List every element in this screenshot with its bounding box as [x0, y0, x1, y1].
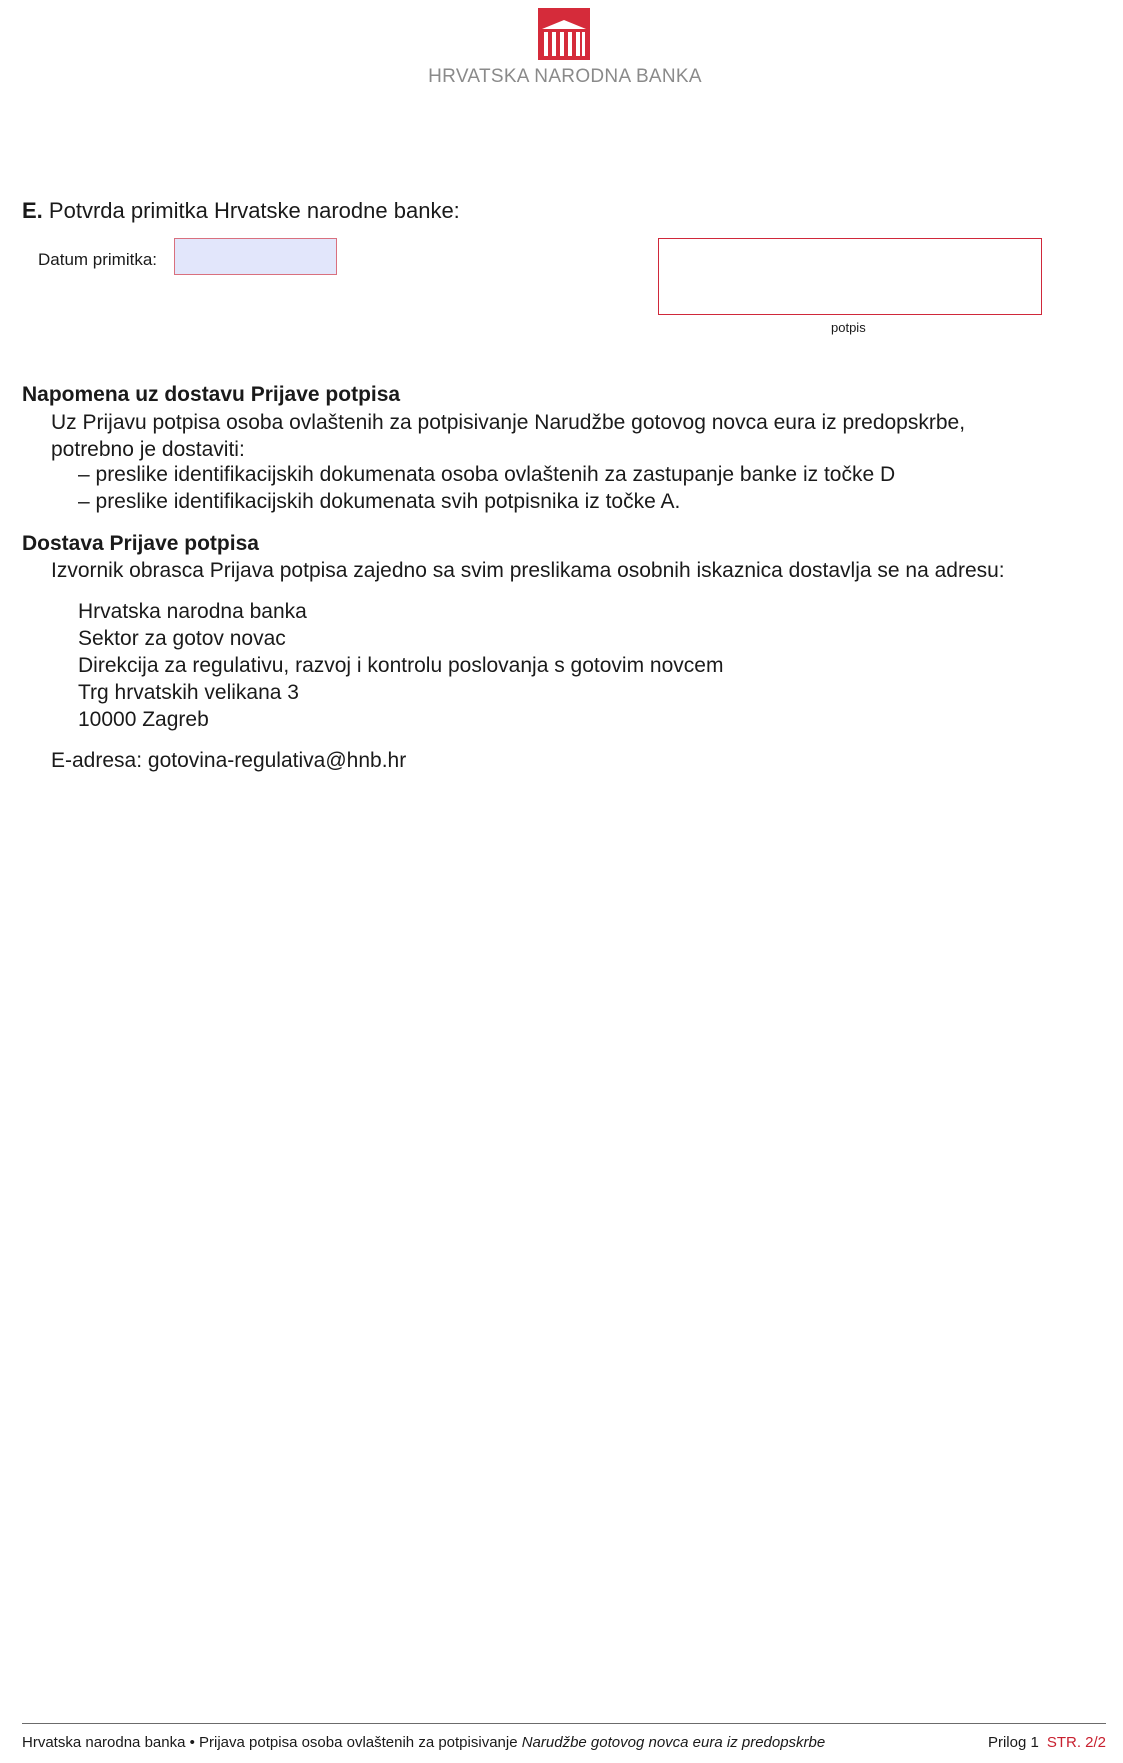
address-line-2: Sektor za gotov novac [78, 627, 286, 650]
note-bullet-1: – preslike identifikacijskih dokumenata osoba ovlaštenih za zastupanje banke iz točke D [78, 463, 896, 486]
note-bullet-2: – preslike identifikacijskih dokumenata svih potpisnika iz točke A. [78, 490, 681, 513]
date-received-label: Datum primitka: [38, 250, 158, 269]
hnb-logo-icon [538, 8, 590, 60]
footer-italic-text: Narudžbe gotovog novca eura iz predopskrbe [521, 1734, 826, 1751]
note-line-1: Uz Prijavu potpisa osoba ovlaštenih za potpisivanje Narudžbe gotovog novca eura iz predopskrbe, [51, 411, 966, 434]
bank-name: HRVATSKA NARODNA BANKA [428, 66, 702, 87]
section-title: Potvrda primitka Hrvatske narodne banke: [48, 198, 460, 223]
page-number: STR. 2/2 [1046, 1734, 1106, 1751]
footer-text: Hrvatska narodna banka • Prijava potpisa osoba ovlaštenih za potpisivanje [22, 1734, 522, 1751]
section-e-title [22, 198, 460, 224]
footer-page-info [988, 1734, 1106, 1751]
signature-field[interactable] [658, 238, 1042, 315]
email-address[interactable]: gotovina-regulativa@hnb.hr [147, 749, 407, 772]
delivery-heading: Dostava Prijave potpisa [22, 532, 259, 555]
email-label: E-adresa: [51, 749, 143, 772]
footer-title [22, 1734, 825, 1751]
section-letter: E. [22, 198, 43, 223]
date-received-input[interactable] [174, 238, 337, 275]
note-line-2: potrebno je dostaviti: [51, 438, 245, 461]
address-line-1: Hrvatska narodna banka [78, 600, 307, 623]
address-line-5: 10000 Zagreb [78, 708, 209, 731]
delivery-intro: Izvornik obrasca Prijava potpisa zajedno sa svim preslikama osobnih iskaznica dostavlja se na adresu: [51, 559, 1005, 582]
email-line [51, 747, 406, 774]
hnb-logo [420, 8, 710, 88]
address-line-3: Direkcija za regulativu, razvoj i kontrolu poslovanja s gotovim novcem [78, 654, 724, 677]
note-heading: Napomena uz dostavu Prijave potpisa [22, 383, 401, 406]
attachment-label: Prilog 1 [987, 1734, 1039, 1751]
address-line-4: Trg hrvatskih velikana 3 [78, 681, 299, 704]
signature-caption: potpis [831, 320, 866, 335]
footer-divider [22, 1723, 1106, 1724]
